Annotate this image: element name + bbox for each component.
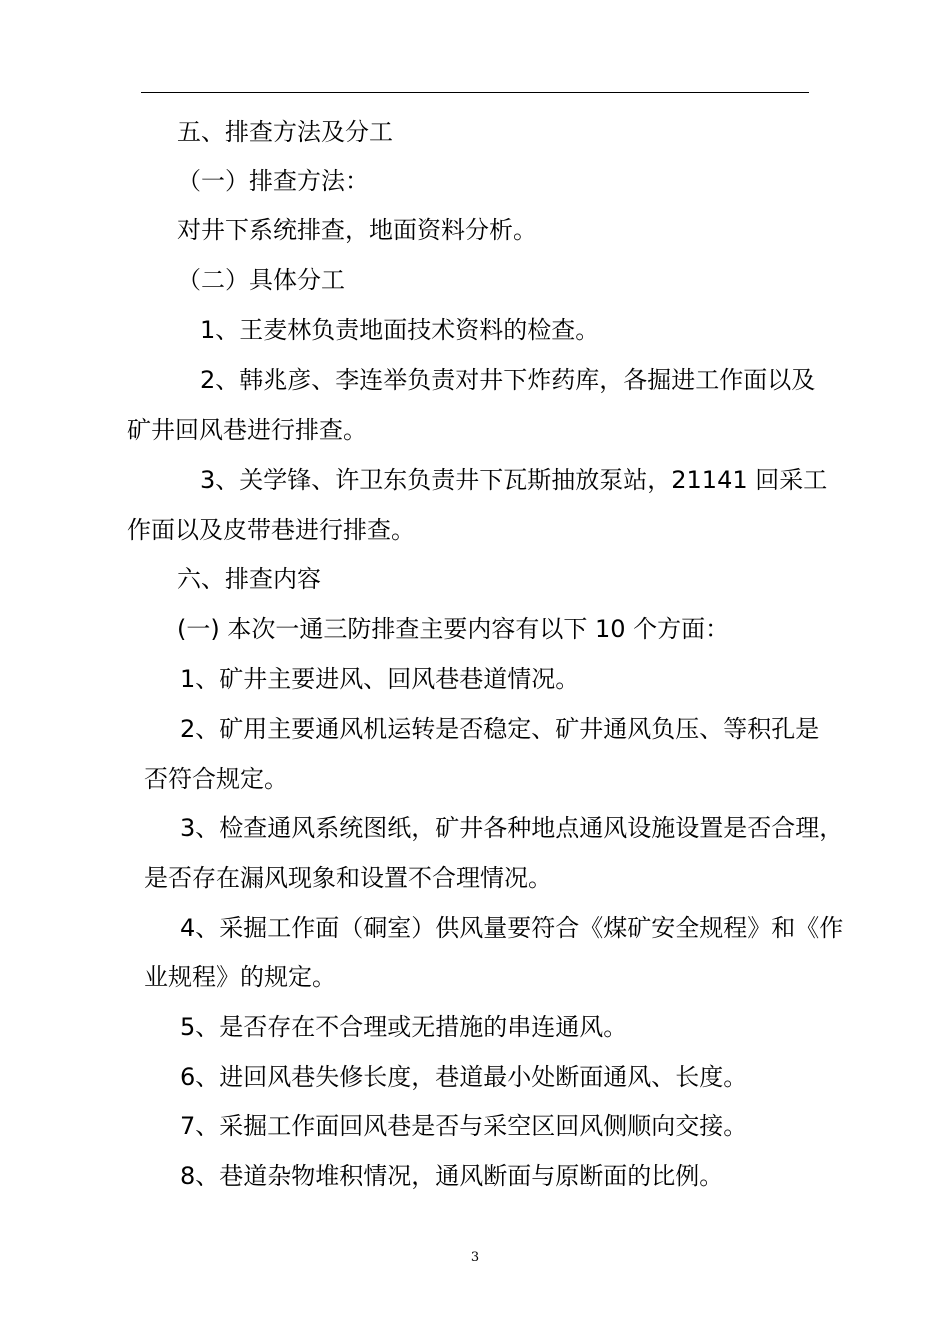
division-item-3: 3、关学锋、许卫东负责井下瓦斯抽放泵站，21141 回采工: [200, 466, 828, 494]
section-heading-5: 五、排查方法及分工: [177, 118, 393, 146]
page-number: 3: [470, 1250, 480, 1265]
content-item-2-cont: 否符合规定。: [144, 765, 288, 793]
content-item-4: 4、采掘工作面（硐室）供风量要符合《煤矿安全规程》和《作: [180, 914, 844, 942]
content-item-4-cont: 业规程》的规定。: [144, 963, 336, 991]
content-item-2: 2、矿用主要通风机运转是否稳定、矿井通风负压、等积孔是: [180, 715, 820, 743]
content-item-3-cont: 是否存在漏风现象和设置不合理情况。: [144, 864, 552, 892]
content-item-8: 8、巷道杂物堆积情况，通风断面与原断面的比例。: [180, 1162, 724, 1190]
division-item-2-cont: 矿井回风巷进行排查。: [127, 416, 367, 444]
header-rule: [141, 92, 809, 93]
paragraph-method: 对井下系统排查，地面资料分析。: [177, 216, 537, 244]
content-intro: (一) 本次一通三防排查主要内容有以下 10 个方面：: [177, 615, 730, 643]
section-heading-6: 六、排查内容: [177, 565, 321, 593]
subheading-division: （二）具体分工: [177, 266, 345, 294]
content-item-5: 5、是否存在不合理或无措施的串连通风。: [180, 1013, 628, 1041]
content-item-6: 6、进回风巷失修长度，巷道最小处断面通风、长度。: [180, 1063, 748, 1091]
division-item-2: 2、韩兆彦、李连举负责对井下炸药库，各掘进工作面以及: [200, 366, 816, 394]
subheading-method: （一）排查方法：: [177, 167, 369, 195]
content-item-3: 3、检查通风系统图纸，矿井各种地点通风设施设置是否合理，: [180, 814, 844, 842]
division-item-3-cont: 作面以及皮带巷进行排查。: [127, 516, 415, 544]
content-item-1: 1、矿井主要进风、回风巷巷道情况。: [180, 665, 580, 693]
division-item-1: 1、王麦林负责地面技术资料的检查。: [200, 316, 600, 344]
content-item-7: 7、采掘工作面回风巷是否与采空区回风侧顺向交接。: [180, 1112, 748, 1140]
